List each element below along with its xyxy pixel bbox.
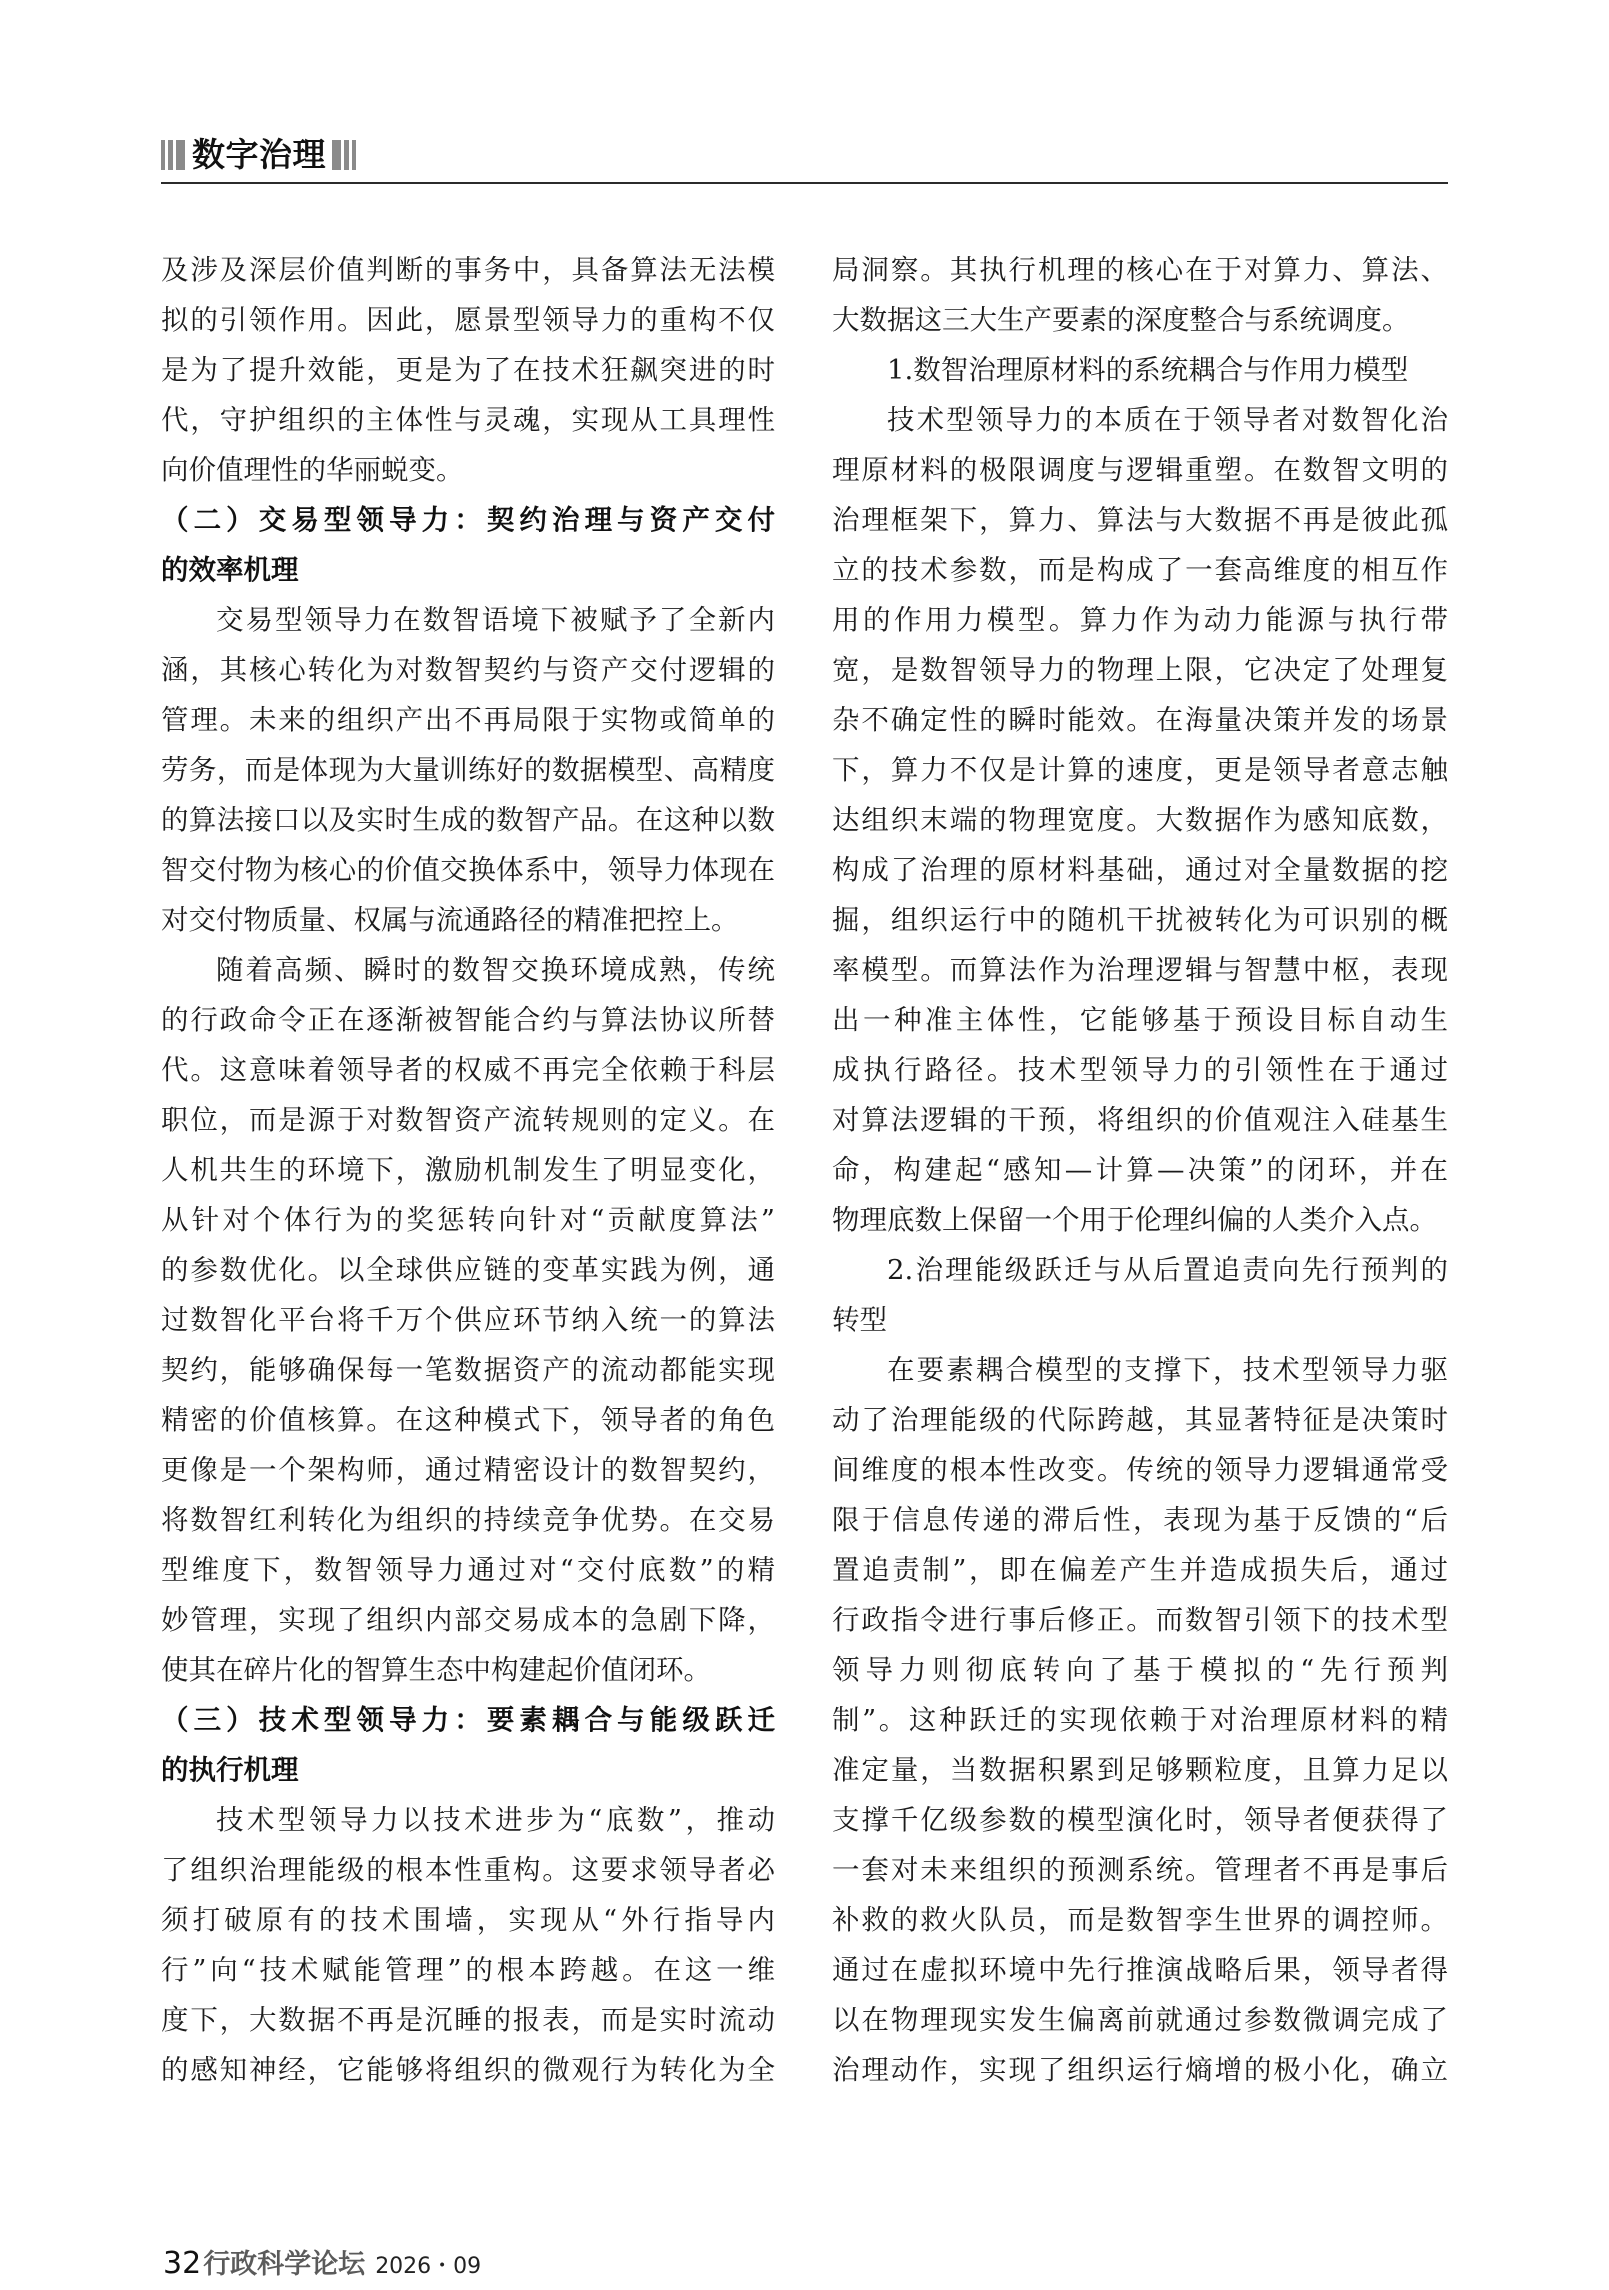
body-text-line: 的感知神经，它能够将组织的微观行为转化为全 [161,2054,775,2086]
section-heading-line: （三）技术型领导力：要素耦合与能级跃迁 [161,1704,775,1736]
section-heading-line: （二）交易型领导力：契约治理与资产交付 [161,504,775,536]
body-text-line: 成执行路径。技术型领导力的引领性在于通过 [832,1054,1448,1086]
header-decor-bar [332,140,341,170]
body-text-line: 制”。这种跃迁的实现依赖于对治理原材料的精 [832,1704,1448,1736]
body-text-line: 的行政命令正在逐渐被智能合约与算法协议所替 [161,1004,775,1036]
body-text-line: 随着高频、瞬时的数智交换环境成熟，传统 [216,954,775,986]
header-decor-bar [352,140,356,170]
body-text-line: 物理底数上保留一个用于伦理纠偏的人类介入点。 [832,1204,1437,1236]
body-text-line: 宽，是数智领导力的物理上限，它决定了处理复 [832,654,1448,686]
subheading-line: 1.数智治理原材料的系统耦合与作用力模型 [887,354,1409,386]
body-text-line: 职位，而是源于对数智资产流转规则的定义。在 [161,1104,775,1136]
body-text-line: 从针对个体行为的奖惩转向针对“贡献度算法” [161,1204,775,1236]
body-text-line: 智交付物为核心的价值交换体系中，领导力体现在 [161,854,775,886]
subheading-line: 2.治理能级跃迁与从后置追责向先行预判的 [887,1254,1448,1286]
body-text-line: 度下，大数据不再是沉睡的报表，而是实时流动 [161,2004,775,2036]
body-text-line: 领导力则彻底转向了基于模拟的“先行预判 [832,1654,1448,1686]
header-decor-bar [168,140,173,170]
body-text-line: 的算法接口以及实时生成的数智产品。在这种以数 [161,804,775,836]
body-text-line: 构成了治理的原材料基础，通过对全量数据的挖 [832,854,1448,886]
header-rule [161,182,1448,184]
body-text-line: 及涉及深层价值判断的事务中，具备算法无法模 [161,254,775,286]
subheading-line: 转型 [832,1304,887,1336]
body-text-line: 将数智红利转化为组织的持续竞争优势。在交易 [161,1504,775,1536]
body-text-line: 治理框架下，算力、算法与大数据不再是彼此孤 [832,504,1448,536]
header-decor-bar [161,140,165,170]
body-text-line: 限于信息传递的滞后性，表现为基于反馈的“后 [832,1504,1448,1536]
header-decor-bar [344,140,349,170]
body-text-line: 劳务，而是体现为大量训练好的数据模型、高精度 [161,754,775,786]
body-text-line: 一套对未来组织的预测系统。管理者不再是事后 [832,1854,1448,1886]
page-number: 32 [163,2246,202,2281]
body-text-line: 向价值理性的华丽蜕变。 [161,454,464,486]
right-column [832,245,1448,2095]
body-text-line: 对算法逻辑的干预，将组织的价值观注入硅基生 [832,1104,1448,1136]
left-column [161,245,775,2095]
body-text-line: 型维度下，数智领导力通过对“交付底数”的精 [161,1554,775,1586]
body-text-line: 理原材料的极限调度与逻辑重塑。在数智文明的 [832,454,1448,486]
running-header [161,136,359,174]
body-text-line: 置追责制”，即在偏差产生并造成损失后，通过 [832,1554,1448,1586]
body-text-line: 妙管理，实现了组织内部交易成本的急剧下降， [161,1604,775,1636]
body-text-line: 在要素耦合模型的支撑下，技术型领导力驱 [887,1354,1448,1386]
journal-name: 行政科学论坛 [203,2249,366,2280]
body-text-line: 代。这意味着领导者的权威不再完全依赖于科层 [161,1054,775,1086]
body-text-line: 准定量，当数据积累到足够颗粒度，且算力足以 [832,1754,1448,1786]
body-text-line: 补救的救火队员，而是数智孪生世界的调控师。 [832,1904,1448,1936]
body-text-line: 管理。未来的组织产出不再局限于实物或简单的 [161,704,775,736]
body-text-line: 涵，其核心转化为对数智契约与资产交付逻辑的 [161,654,775,686]
body-text-line: 出一种准主体性，它能够基于预设目标自动生 [832,1004,1448,1036]
body-text-line: 用的作用力模型。算力作为动力能源与执行带 [832,604,1448,636]
body-text-line: 达组织末端的物理宽度。大数据作为感知底数， [832,804,1448,836]
body-text-line: 动了治理能级的代际跨越，其显著特征是决策时 [832,1404,1448,1436]
body-text-line: 通过在虚拟环境中先行推演战略后果，领导者得 [832,1954,1448,1986]
body-text-line: 治理动作，实现了组织运行熵增的极小化，确立 [832,2054,1448,2086]
body-text-line: 代，守护组织的主体性与灵魂，实现从工具理性 [161,404,775,436]
issue-date: 2026・09 [375,2254,482,2279]
body-text-line: 技术型领导力的本质在于领导者对数智化治 [887,404,1448,436]
body-text-line: 行政指令进行事后修正。而数智引领下的技术型 [832,1604,1448,1636]
body-text-line: 局洞察。其执行机理的核心在于对算力、算法、 [832,254,1448,286]
body-text-line: 使其在碎片化的智算生态中构建起价值闭环。 [161,1654,711,1686]
body-text-line: 精密的价值核算。在这种模式下，领导者的角色 [161,1404,775,1436]
body-text-line: 立的技术参数，而是构成了一套高维度的相互作 [832,554,1448,586]
body-text-line: 的参数优化。以全球供应链的变革实践为例，通 [161,1254,775,1286]
body-text-line: 率模型。而算法作为治理逻辑与智慧中枢，表现 [832,954,1448,986]
body-text-line: 人机共生的环境下，激励机制发生了明显变化， [161,1154,775,1186]
section-title: 数字治理 [192,135,326,174]
body-text-line: 以在物理现实发生偏离前就通过参数微调完成了 [832,2004,1448,2036]
body-text-line: 命，构建起“感知—计算—决策”的闭环，并在 [832,1154,1448,1186]
body-text-line: 行”向“技术赋能管理”的根本跨越。在这一维 [161,1954,775,1986]
body-text-line: 过数智化平台将千万个供应环节纳入统一的算法 [161,1304,775,1336]
header-decor-bar [176,140,185,170]
body-text-line: 大数据这三大生产要素的深度整合与系统调度。 [832,304,1410,336]
body-text-line: 间维度的根本性改变。传统的领导力逻辑通常受 [832,1454,1448,1486]
body-text-line: 更像是一个架构师，通过精密设计的数智契约， [161,1454,775,1486]
section-heading-line: 的效率机理 [161,554,299,586]
section-heading-line: 的执行机理 [161,1754,299,1786]
body-text-line: 须打破原有的技术围墙，实现从“外行指导内 [161,1904,775,1936]
body-text-line: 技术型领导力以技术进步为“底数”，推动 [216,1804,775,1836]
body-text-line: 对交付物质量、权属与流通路径的精准把控上。 [161,904,739,936]
body-text-line: 了组织治理能级的根本性重构。这要求领导者必 [161,1854,775,1886]
body-text-line: 杂不确定性的瞬时能效。在海量决策并发的场景 [832,704,1448,736]
body-text-line: 拟的引领作用。因此，愿景型领导力的重构不仅 [161,304,775,336]
page-footer [163,2242,481,2282]
body-text-line: 下，算力不仅是计算的速度，更是领导者意志触 [832,754,1448,786]
body-text-line: 交易型领导力在数智语境下被赋予了全新内 [216,604,775,636]
body-text-line: 支撑千亿级参数的模型演化时，领导者便获得了 [832,1804,1448,1836]
body-text-line: 掘，组织运行中的随机干扰被转化为可识别的概 [832,904,1448,936]
body-text-line: 是为了提升效能，更是为了在技术狂飙突进的时 [161,354,775,386]
body-text-line: 契约，能够确保每一笔数据资产的流动都能实现 [161,1354,775,1386]
